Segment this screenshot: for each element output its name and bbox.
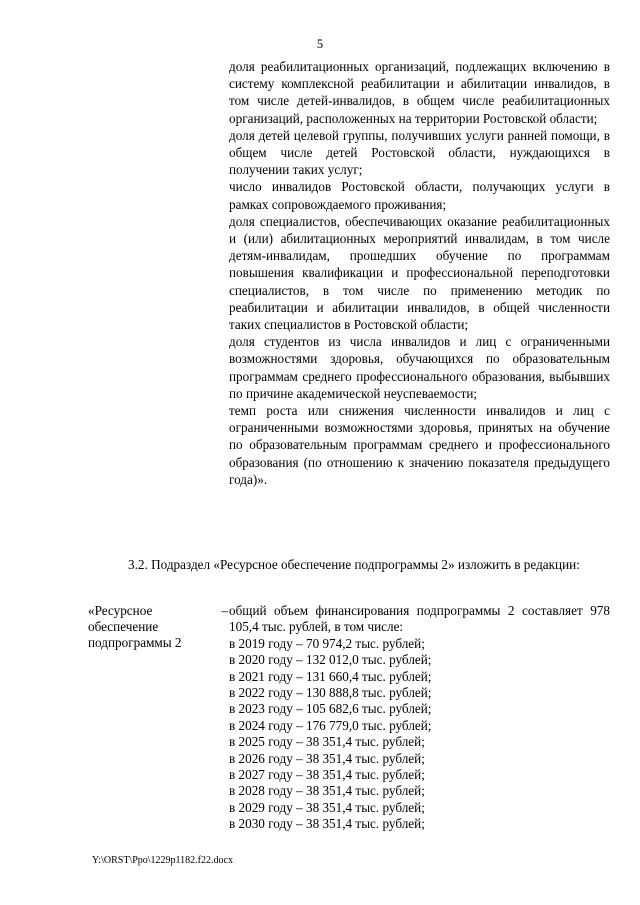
resource-year-row: в 2024 году – 176 779,0 тыс. рублей; — [229, 717, 432, 733]
resource-year-row: в 2023 году – 105 682,6 тыс. рублей; — [229, 701, 432, 717]
section-instruction-text: 3.2. Подраздел «Ресурсное обеспечение подпрограммы 2» изложить в редакции: — [128, 557, 580, 572]
footer-file-path: Y:\ORST\Ppo\1229p1182.f22.docx — [92, 855, 233, 866]
resource-label — [88, 603, 228, 651]
resource-label-line2: обеспечение — [88, 619, 159, 634]
indicator-item: доля специалистов, обеспечивающих оказание реабилитационных и (или) абилитационных мероприятий инвалидам, в том числе детям-инвалидам, прошедших обучение по программам повышения квалификации и профессиональной переподготовки специалистов, в том числе по применению методик по реабилитации и абилитации инвалидов, в общей численности таких специалистов в Ростовской области; — [229, 213, 610, 333]
resource-label-line1: «Ресурсное — [88, 603, 153, 618]
indicator-item: доля студентов из числа инвалидов и лиц с ограниченными возможностями здоровья, обучающихся по образовательным программам среднего профессионального образования, выбывших по причине академической неуспеваемости; — [229, 334, 610, 401]
resource-year-row: в 2022 году – 130 888,8 тыс. рублей; — [229, 685, 432, 701]
resource-year-row: в 2021 году – 131 660,4 тыс. рублей; — [229, 668, 432, 684]
resource-year-row: в 2027 году – 38 351,4 тыс. рублей; — [229, 767, 425, 783]
resource-year-row: в 2019 году – 70 974,2 тыс. рублей; — [229, 635, 425, 651]
resource-year-row: в 2025 году – 38 351,4 тыс. рублей; — [229, 734, 425, 750]
resource-year-row: в 2020 году – 132 012,0 тыс. рублей; — [229, 652, 432, 668]
page-number: 5 — [316, 37, 324, 51]
resource-year-row: в 2028 году – 38 351,4 тыс. рублей; — [229, 783, 425, 799]
resource-label-dash: – — [221, 603, 228, 618]
indicator-item: доля реабилитационных организаций, подлежащих включению в систему комплексной реабилитации и абилитации инвалидов, в том числе детей-инвалидов, в общем числе реабилитационных организаций, расположенных на территории Ростовской области; — [229, 59, 610, 126]
resource-label-line3: подпрограммы 2 — [88, 635, 182, 650]
section-instruction — [88, 556, 610, 573]
resource-content — [229, 603, 610, 833]
indicator-item: доля детей целевой группы, получивших услуги ранней помощи, в общем числе детей Ростовской области, нуждающихся в получении таких услуг; — [229, 127, 610, 178]
indicator-list — [229, 58, 610, 488]
resource-year-row: в 2026 году – 38 351,4 тыс. рублей; — [229, 750, 425, 766]
resource-year-row: в 2030 году – 38 351,4 тыс. рублей; — [229, 816, 425, 832]
indicator-item: темп роста или снижения численности инвалидов и лиц с ограниченными возможностями здоровья, принятых на обучение по образовательным программам среднего и профессионального образования (по отношению к значению показателя предыдущего года)». — [229, 403, 610, 487]
resource-year-row: в 2029 году – 38 351,4 тыс. рублей; — [229, 799, 425, 815]
indicator-item: число инвалидов Ростовской области, получающих услуги в рамках сопровождаемого проживания; — [229, 179, 610, 212]
resource-intro: общий объем финансирования подпрограммы 2 составляет 978 105,4 тыс. рублей, в том числе: — [229, 603, 610, 635]
